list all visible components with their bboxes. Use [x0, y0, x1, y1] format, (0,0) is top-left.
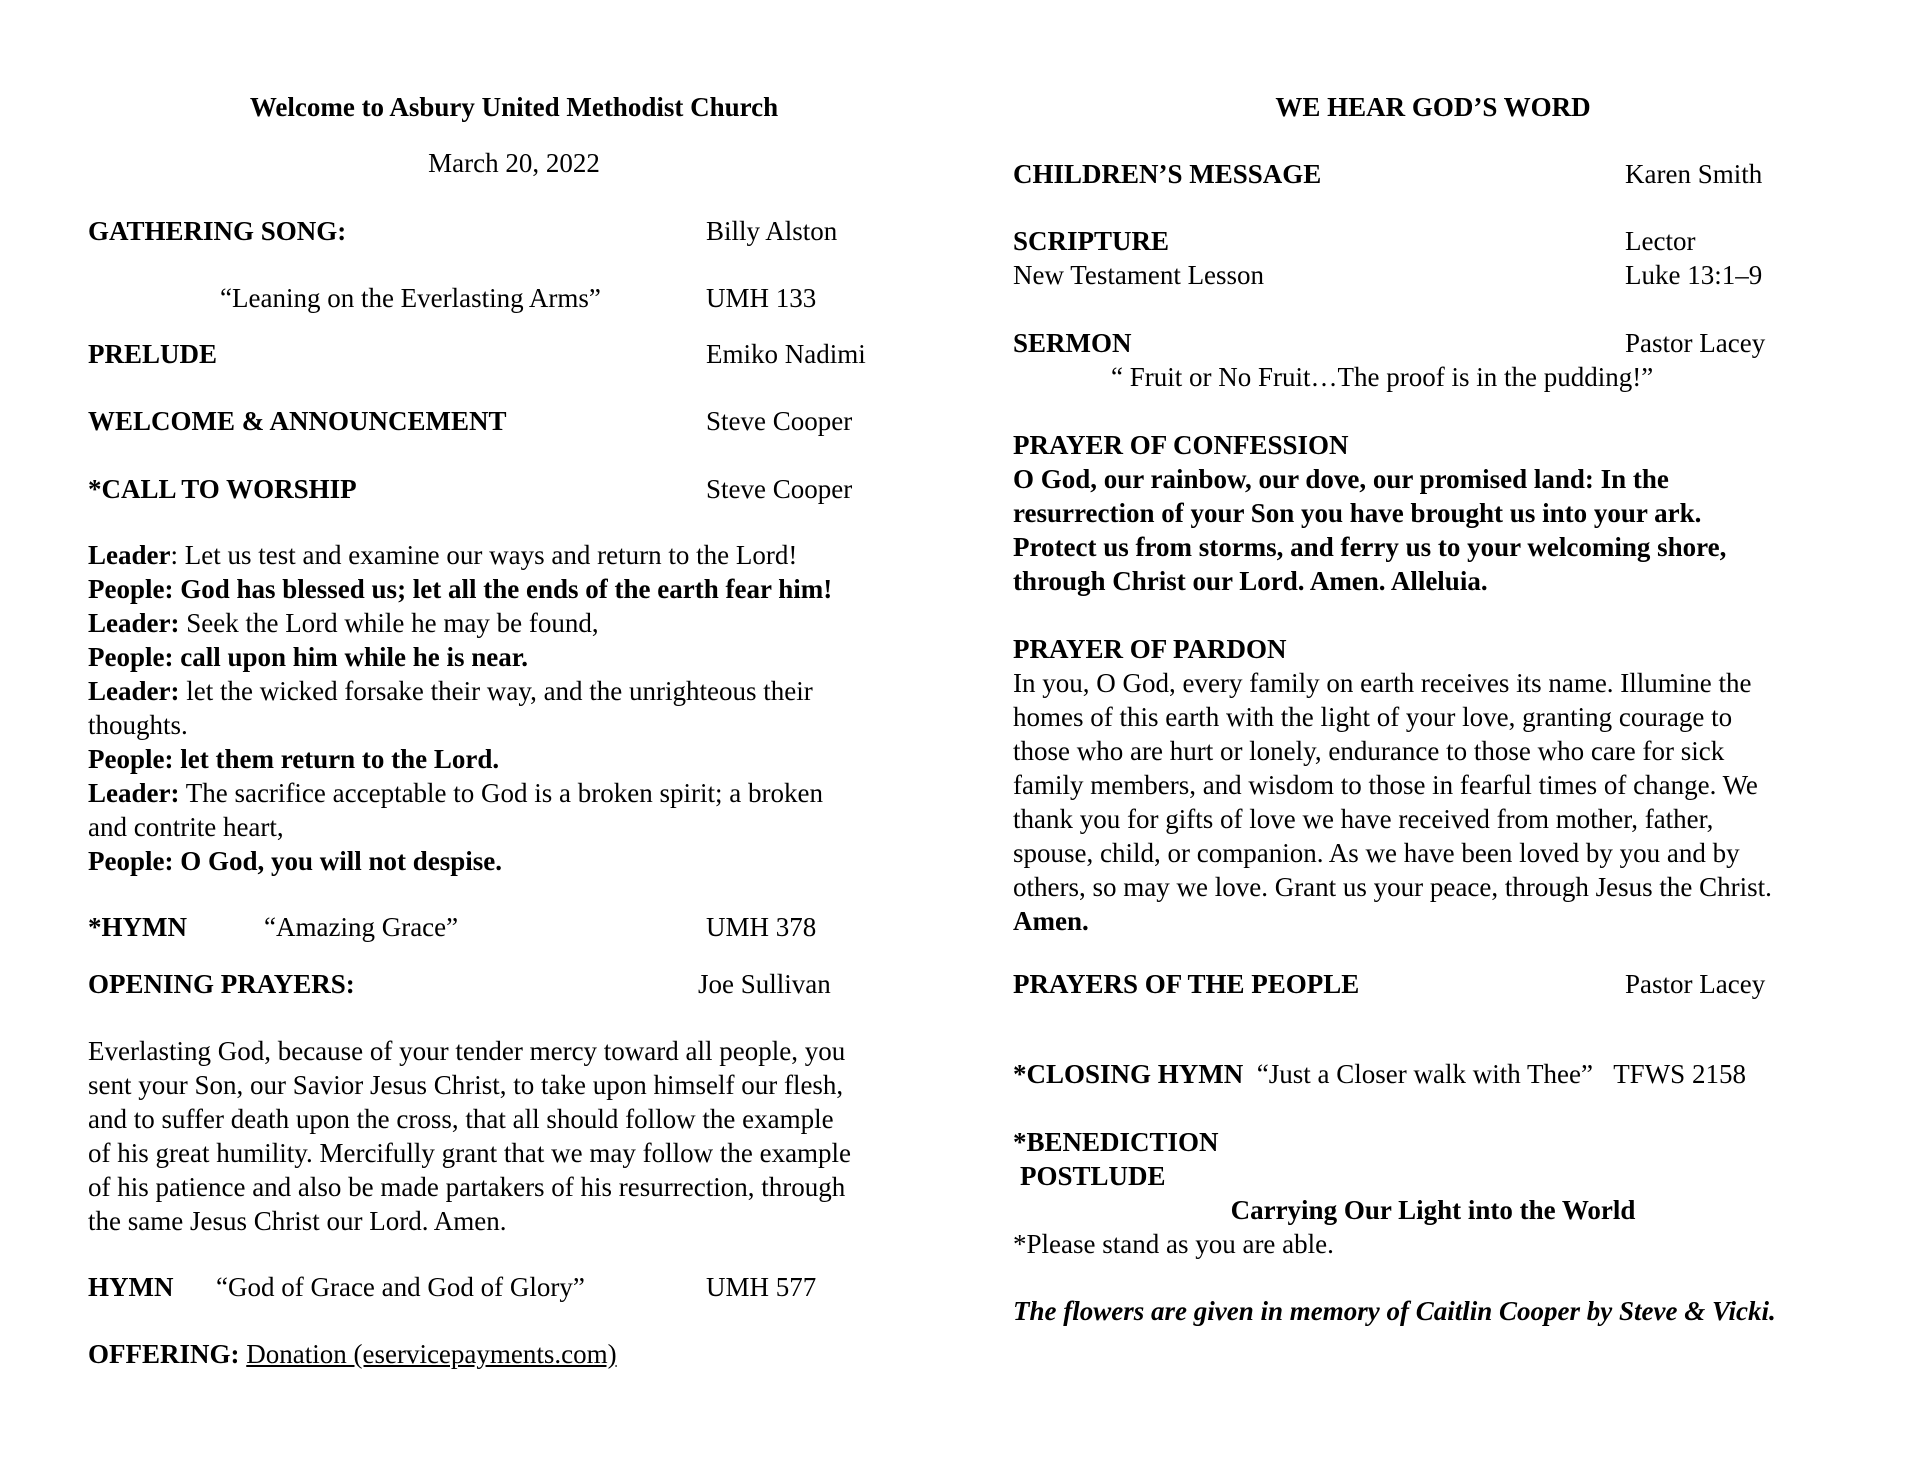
childrens-message-label: CHILDREN’S MESSAGE — [1013, 159, 1322, 189]
scripture-person: Lector — [1625, 226, 1696, 256]
gathering-song-title: “Leaning on the Everlasting Arms” — [220, 283, 601, 313]
pardon-line: spouse, child, or companion. As we have been loved by you and by — [1013, 838, 1740, 868]
litany-line: Leader: Let us test and examine our ways and return to the Lord! — [88, 540, 798, 570]
sermon-person: Pastor Lacey — [1625, 328, 1766, 358]
pardon-line: homes of this earth with the light of your love, granting courage to — [1013, 702, 1733, 732]
confession-line: through Christ our Lord. Amen. Alleluia. — [1013, 566, 1488, 596]
hymn-label: *HYMN — [88, 912, 187, 942]
prelude-label: PRELUDE — [88, 339, 218, 369]
pardon-label: PRAYER OF PARDON — [1013, 634, 1287, 664]
pardon-line: thank you for gifts of love we have received from mother, father, — [1013, 804, 1714, 834]
prayers-people-person: Pastor Lacey — [1625, 969, 1766, 999]
confession-text — [1013, 462, 1873, 598]
postlude-label: POSTLUDE — [1020, 1161, 1166, 1191]
confession-line: O God, our rainbow, our dove, our promised land: In the — [1013, 464, 1669, 494]
litany-line: Leader: let the wicked forsake their way, and the unrighteous their — [88, 676, 813, 706]
donation-link[interactable]: Donation (eservicepayments.com) — [246, 1339, 617, 1369]
carrying-light: Carrying Our Light into the World — [1230, 1195, 1636, 1225]
litany-line: People: God has blessed us; let all the ends of the earth fear him! — [88, 574, 833, 604]
welcome-title: Welcome to Asbury United Methodist Church — [249, 92, 779, 122]
welcome-person: Steve Cooper — [706, 406, 853, 436]
hymn2-number: UMH 577 — [706, 1272, 817, 1302]
litany-line: Leader: Seek the Lord while he may be found, — [88, 608, 599, 638]
closing-hymn-row — [1013, 1057, 1746, 1091]
gathering-song-label: GATHERING SONG: — [88, 216, 347, 246]
confession-label: PRAYER OF CONFESSION — [1013, 430, 1349, 460]
scripture-label: SCRIPTURE — [1013, 226, 1170, 256]
scripture-reference: Luke 13:1–9 — [1625, 260, 1763, 290]
litany-line: and contrite heart, — [88, 812, 284, 842]
flowers-text: The flowers are given in memory of Caitlin Cooper by Steve & Vicki. — [1013, 1296, 1776, 1326]
flowers-note — [1013, 1294, 1776, 1328]
confession-line: Protect us from storms, and ferry us to your welcoming shore, — [1013, 532, 1727, 562]
litany-line: People: let them return to the Lord. — [88, 744, 500, 774]
litany-line: Leader: The sacrifice acceptable to God is a broken spirit; a broken — [88, 778, 823, 808]
childrens-message-person: Karen Smith — [1625, 159, 1763, 189]
prelude-person: Emiko Nadimi — [706, 339, 866, 369]
litany-line: People: O God, you will not despise. — [88, 846, 503, 876]
pardon-text — [1013, 666, 1873, 938]
gathering-song-person: Billy Alston — [706, 216, 838, 246]
hymn-title: “Amazing Grace” — [264, 912, 459, 942]
pardon-amen: Amen. — [1013, 906, 1089, 936]
hymn2-title: “God of Grace and God of Glory” — [216, 1272, 585, 1302]
pardon-line: In you, O God, every family on earth receives its name. Illumine the — [1013, 668, 1752, 698]
prayer-line: of his great humility. Mercifully grant that we may follow the example — [88, 1138, 852, 1168]
prayer-line: of his patience and also be made partakers of his resurrection, through — [88, 1172, 846, 1202]
benediction-label: *BENEDICTION — [1013, 1127, 1219, 1157]
litany-line: People: call upon him while he is near. — [88, 642, 529, 672]
welcome-label: WELCOME & ANNOUNCEMENT — [88, 406, 507, 436]
pardon-line: others, so may we love. Grant us your peace, through Jesus the Christ. — [1013, 872, 1772, 902]
prayer-line: Everlasting God, because of your tender mercy toward all people, you — [88, 1036, 846, 1066]
sermon-label: SERMON — [1013, 328, 1132, 358]
closing-hymn-title: “Just a Closer walk with Thee” — [1256, 1059, 1593, 1089]
pardon-line: family members, and wisdom to those in fearful times of change. We — [1013, 770, 1758, 800]
word-title: WE HEAR GOD’S WORD — [1275, 92, 1591, 122]
closing-hymn-number: TFWS 2158 — [1613, 1059, 1746, 1089]
prayer-line: and to suffer death upon the cross, that all should follow the example — [88, 1104, 834, 1134]
gathering-song-number: UMH 133 — [706, 283, 817, 313]
opening-prayer-text — [88, 1034, 948, 1238]
litany-line: thoughts. — [88, 710, 188, 740]
closing-hymn-label: *CLOSING HYMN — [1013, 1059, 1244, 1089]
opening-prayers-label: OPENING PRAYERS: — [88, 969, 355, 999]
opening-prayers-person: Joe Sullivan — [698, 969, 831, 999]
sermon-title: “ Fruit or No Fruit…The proof is in the pudding!” — [1111, 362, 1654, 392]
call-to-worship-label: *CALL TO WORSHIP — [88, 474, 357, 504]
hymn2-label: HYMN — [88, 1272, 174, 1302]
hymn-number: UMH 378 — [706, 912, 817, 942]
pardon-line: those who are hurt or lonely, endurance to those who care for sick — [1013, 736, 1725, 766]
litany — [88, 538, 948, 878]
call-to-worship-person: Steve Cooper — [706, 474, 853, 504]
offering-label: OFFERING: — [88, 1339, 240, 1369]
confession-line: resurrection of your Son you have brought us into your ark. — [1013, 498, 1702, 528]
prayer-line: the same Jesus Christ our Lord. Amen. — [88, 1206, 507, 1236]
prayers-people-label: PRAYERS OF THE PEOPLE — [1013, 969, 1360, 999]
offering-row — [88, 1337, 617, 1371]
stand-note: *Please stand as you are able. — [1013, 1229, 1334, 1259]
scripture-lesson: New Testament Lesson — [1013, 260, 1265, 290]
service-date: March 20, 2022 — [428, 148, 600, 178]
prayer-line: sent your Son, our Savior Jesus Christ, to take upon himself our flesh, — [88, 1070, 844, 1100]
